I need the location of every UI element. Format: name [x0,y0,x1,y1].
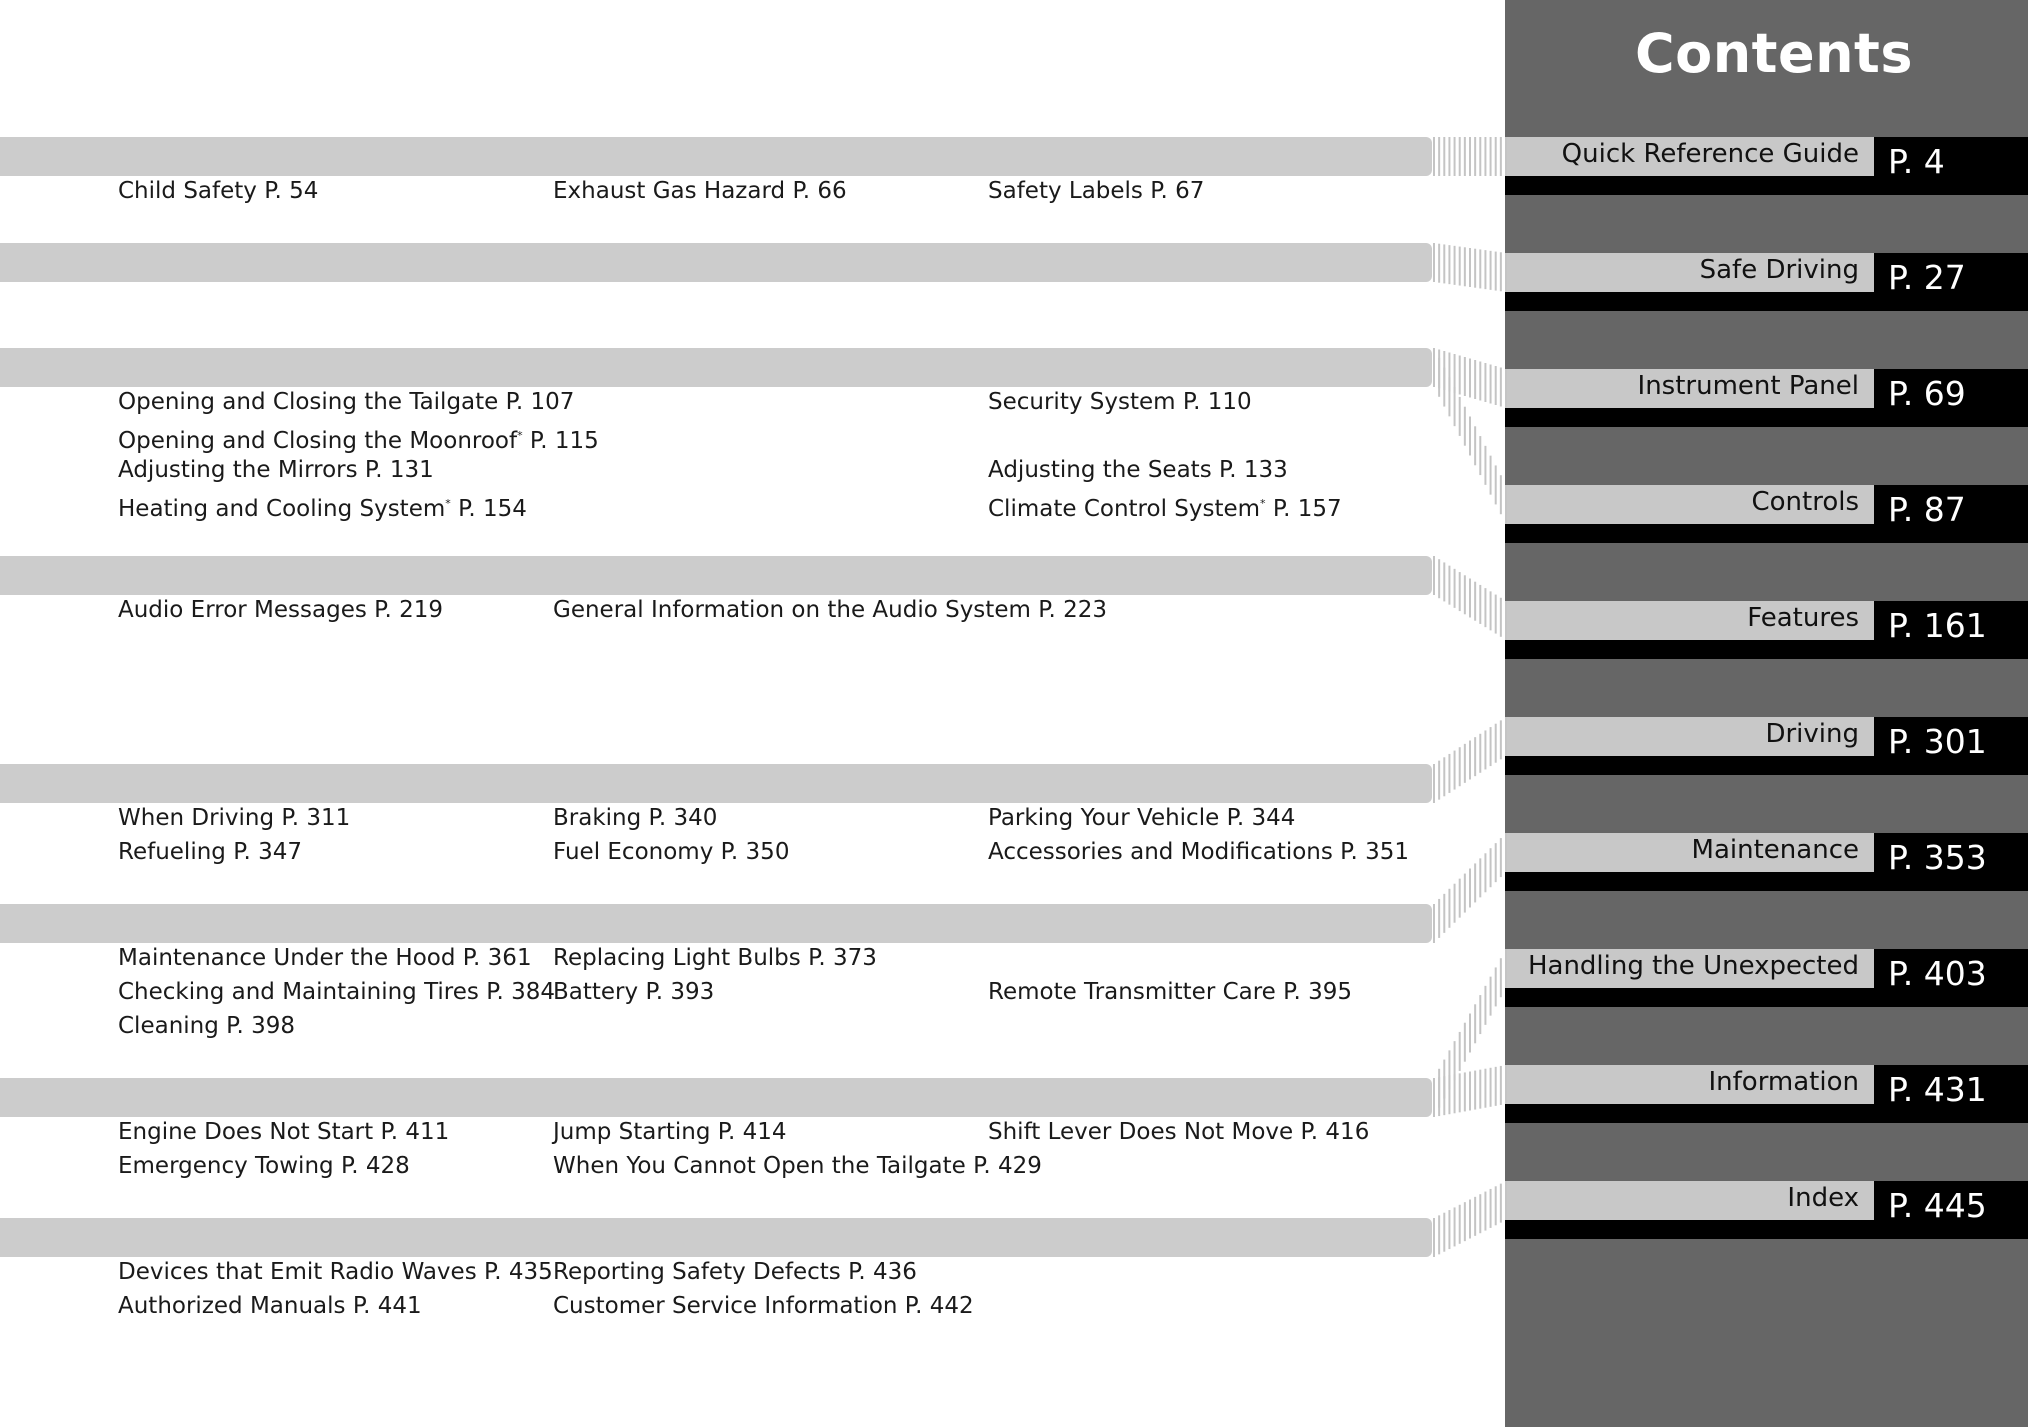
toc-entry-page: P. 398 [226,1013,295,1039]
toc-entry-title: When You Cannot Open the Tailgate [553,1153,966,1179]
nav-item-underbar [1505,640,1874,659]
toc-entry-page: P. 361 [462,945,532,971]
toc-entry-title: Shift Lever Does Not Move [988,1119,1294,1145]
toc-entry-title: Authorized Manuals [118,1293,346,1319]
contents-sidebar [1505,0,2028,1427]
toc-entry-page: P. 66 [792,178,847,204]
toc-entry-page: P. 219 [374,597,443,623]
toc-entry-page: P. 441 [352,1293,422,1319]
toc-entry-title: Replacing Light Bulbs [553,945,801,971]
nav-item-page: P. 4 [1874,137,2028,195]
nav-item-label: Maintenance [1505,833,1874,872]
toc-entry-title: Parking Your Vehicle [988,805,1220,831]
toc-entry-page: P. 351 [1340,839,1409,865]
toc-entry-page: P. 133 [1219,457,1288,483]
footnote-mark: * [445,497,451,510]
toc-entry[interactable] [553,595,1107,625]
toc-entry-title: Adjusting the Mirrors [118,457,358,483]
toc-entry[interactable] [118,977,555,1007]
nav-item-label: Information [1505,1065,1874,1104]
toc-entry[interactable] [118,176,318,206]
toc-entry-page: P. 384 [486,979,556,1005]
toc-entry-page: P. 311 [281,805,351,831]
toc-entry[interactable] [118,455,434,485]
toc-entry-title: Checking and Maintaining Tires [118,979,479,1005]
nav-item-underbar [1505,524,1874,543]
nav-item-page: P. 301 [1874,717,2028,775]
nav-item-label: Controls [1505,485,1874,524]
band-connector [1434,556,1506,640]
nav-item-handling-the-unexpected[interactable] [1505,949,2028,1007]
toc-entry-title: Devices that Emit Radio Waves [118,1259,477,1285]
nav-item-underbar [1505,872,1874,891]
nav-item-page: P. 353 [1874,833,2028,891]
toc-entry-page: P. 393 [645,979,715,1005]
toc-entry-page: P. 347 [233,839,303,865]
nav-item-label: Quick Reference Guide [1505,137,1874,176]
nav-item-features[interactable] [1505,601,2028,659]
toc-entry[interactable] [988,803,1295,833]
toc-entry-page: P. 110 [1182,389,1252,415]
section-band-1 [0,137,1432,176]
toc-entry[interactable] [988,455,1288,485]
toc-entry-page: P. 411 [380,1119,450,1145]
nav-item-label: Driving [1505,717,1874,756]
nav-item-label: Safe Driving [1505,253,1874,292]
toc-entry-title: Heating and Cooling System [118,496,446,522]
toc-entry-title: Accessories and Modifications [988,839,1333,865]
nav-item-underbar [1505,1104,1874,1123]
band-connector [1434,833,1506,943]
toc-entry-page: P. 340 [648,805,718,831]
toc-entry-title: Exhaust Gas Hazard [553,178,786,204]
toc-entry[interactable] [988,837,1409,867]
band-connector [1434,717,1506,803]
toc-entry[interactable] [118,1291,422,1321]
toc-entry-title: Opening and Closing the Moonroof [118,428,518,454]
toc-entry-page: P. 350 [720,839,790,865]
toc-entry-page: P. 115 [529,428,599,454]
section-band-5 [0,764,1432,803]
toc-entry[interactable] [118,1011,295,1041]
toc-entry-title: Safety Labels [988,178,1143,204]
nav-item-label: Instrument Panel [1505,369,1874,408]
toc-entry-title: Remote Transmitter Care [988,979,1276,1005]
toc-entry-title: Fuel Economy [553,839,714,865]
toc-entry-title: Opening and Closing the Tailgate [118,389,499,415]
toc-entry-title: Braking [553,805,642,831]
toc-entry[interactable] [553,943,877,973]
toc-entry[interactable] [553,176,847,206]
toc-entry-page: P. 373 [808,945,877,971]
toc-entry-title: Refueling [118,839,226,865]
toc-entry[interactable] [118,1151,410,1181]
toc-entry-page: P. 154 [458,496,527,522]
toc-entry-title: Maintenance Under the Hood [118,945,456,971]
band-connector [1434,243,1506,292]
nav-item-underbar [1505,1220,1874,1239]
toc-entry-title: Emergency Towing [118,1153,334,1179]
toc-entry-page: P. 131 [364,457,434,483]
nav-item-underbar [1505,988,1874,1007]
toc-entry[interactable] [553,1117,787,1147]
toc-entry[interactable] [553,803,717,833]
toc-entry[interactable] [553,837,789,867]
toc-entry-page: P. 429 [973,1153,1042,1179]
footnote-mark: * [1260,497,1266,510]
toc-entry-page: P. 107 [505,389,575,415]
nav-item-safe-driving[interactable] [1505,253,2028,311]
toc-entry[interactable] [988,1117,1369,1147]
nav-item-instrument-panel[interactable] [1505,369,2028,427]
toc-entry[interactable] [118,1257,553,1287]
nav-item-label: Index [1505,1181,1874,1220]
toc-entry-page: P. 344 [1226,805,1296,831]
toc-entry-title: Customer Service Information [553,1293,898,1319]
toc-entry[interactable] [553,977,714,1007]
toc-entry-title: When Driving [118,805,275,831]
toc-entry-page: P. 435 [484,1259,553,1285]
toc-entry[interactable] [988,387,1252,417]
section-band-6 [0,904,1432,943]
toc-entry[interactable] [988,176,1204,206]
toc-entry-title: Engine Does Not Start [118,1119,374,1145]
toc-entry-title: Jump Starting [553,1119,711,1145]
nav-item-page: P. 431 [1874,1065,2028,1123]
toc-entry-page: P. 414 [717,1119,787,1145]
band-connector [1434,137,1506,176]
toc-entry-title: Cleaning [118,1013,219,1039]
nav-item-maintenance[interactable] [1505,833,2028,891]
toc-entry[interactable] [118,1117,449,1147]
toc-entry-title: Security System [988,389,1176,415]
toc-entry-title: General Information on the Audio System [553,597,1031,623]
nav-item-page: P. 27 [1874,253,2028,311]
nav-item-underbar [1505,292,1874,311]
toc-entry-page: P. 436 [848,1259,917,1285]
nav-item-driving[interactable] [1505,717,2028,775]
toc-entry-page: P. 428 [340,1153,410,1179]
nav-item-label: Handling the Unexpected [1505,949,1874,988]
toc-entry[interactable] [118,837,302,867]
toc-entry-title: Reporting Safety Defects [553,1259,841,1285]
section-band-8 [0,1218,1432,1257]
toc-entry[interactable] [118,595,443,625]
toc-entry-page: P. 54 [264,178,319,204]
toc-entry-page: P. 223 [1038,597,1107,623]
nav-item-information[interactable] [1505,1065,2028,1123]
nav-item-page: P. 445 [1874,1181,2028,1239]
nav-item-page: P. 161 [1874,601,2028,659]
nav-item-page: P. 403 [1874,949,2028,1007]
toc-entry-page: P. 442 [904,1293,974,1319]
section-band-4 [0,556,1432,595]
section-band-3 [0,348,1432,387]
toc-entry[interactable] [988,489,1342,524]
toc-entry-title: Audio Error Messages [118,597,367,623]
nav-item-label: Features [1505,601,1874,640]
toc-entry[interactable] [118,803,350,833]
toc-entry-page: P. 416 [1300,1119,1370,1145]
toc-entry[interactable] [118,421,599,456]
nav-item-quick-reference-guide[interactable] [1505,137,2028,195]
nav-item-underbar [1505,756,1874,775]
contents-title: Contents [1634,22,1913,85]
toc-entry-title: Adjusting the Seats [988,457,1212,483]
toc-entry-page: P. 395 [1283,979,1352,1005]
band-connectors [1430,0,1510,1427]
toc-entry[interactable] [988,977,1352,1007]
toc-entry-page: P. 67 [1150,178,1205,204]
nav-item-page: P. 69 [1874,369,2028,427]
toc-entry-page: P. 157 [1272,496,1342,522]
toc-entry[interactable] [553,1257,917,1287]
toc-entry-title: Climate Control System [988,496,1261,522]
footnote-mark: * [517,429,523,442]
toc-entry[interactable] [118,387,574,417]
toc-entry[interactable] [118,489,527,524]
section-band-7 [0,1078,1432,1117]
nav-item-index[interactable] [1505,1181,2028,1239]
nav-item-controls[interactable] [1505,485,2028,543]
toc-entry[interactable] [553,1151,1042,1181]
toc-entry[interactable] [118,943,532,973]
toc-entry-title: Child Safety [118,178,257,204]
nav-item-underbar [1505,176,1874,195]
nav-item-underbar [1505,408,1874,427]
toc-entry-title: Battery [553,979,639,1005]
band-connector [1434,1181,1506,1257]
section-band-2 [0,243,1432,282]
nav-item-page: P. 87 [1874,485,2028,543]
toc-entry[interactable] [553,1291,974,1321]
